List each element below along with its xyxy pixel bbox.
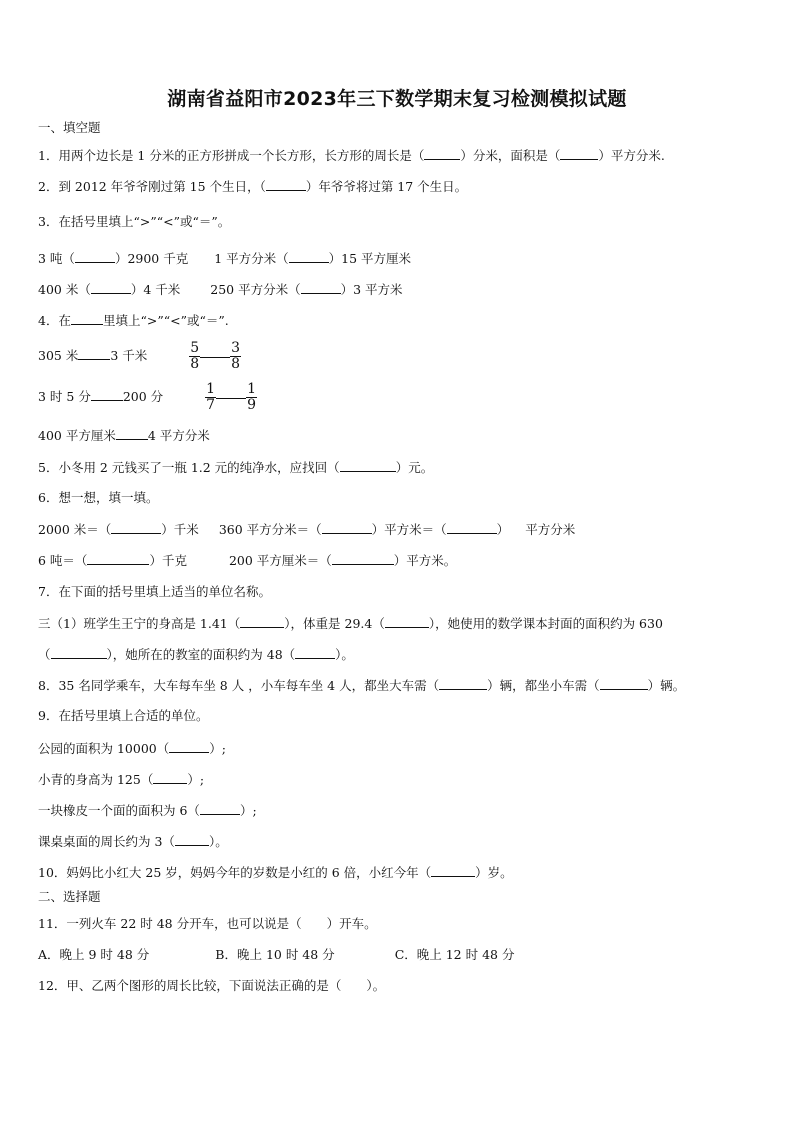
question-5: 5．小冬用 2 元钱买了一瓶 1.2 元的纯净水，应找回（ ）元。: [38, 460, 434, 475]
answer-blank: [71, 312, 103, 325]
question-6-row-1: 2000 米＝（ ）千米 360 平方分米＝（ ）平方米＝（ ） 平方分米: [38, 522, 576, 537]
question-4: 4．在 里填上“>”“<”或“＝”.: [38, 313, 229, 328]
question-7: 7．在下面的括号里填上适当的单位名称。: [38, 584, 271, 599]
question-9-line-3: 一块橡皮一个面的面积为 6（ ）;: [38, 803, 257, 818]
question-7-line-1: 三（1）班学生王宁的身高是 1.41（ ），体重是 29.4（ ），她使用的数学课本封面的面积约为 630: [38, 616, 663, 631]
question-4-row-3: 400 平方厘米 4 平方分米: [38, 428, 210, 443]
question-3-row-2: 400 米（ ）4 千米 250 平方分米（ ）3 平方米: [38, 282, 403, 297]
answer-blank[interactable]: [51, 646, 107, 659]
question-11-options: [38, 947, 514, 963]
answer-blank[interactable]: [200, 357, 230, 358]
question-3: 3．在括号里填上“>”“<”或“＝”。: [38, 214, 231, 229]
page-title: 湖南省益阳市2023年三下数学期末复习检测模拟试题: [167, 88, 627, 110]
option-c[interactable]: C．晚上 12 时 48 分: [394, 947, 515, 962]
answer-blank[interactable]: [301, 281, 341, 294]
question-1: 1．用两个边长是 1 分米的正方形拼成一个长方形，长方形的周长是（ ）分米，面积是（ ）平方分米.: [38, 148, 665, 163]
answer-blank[interactable]: [216, 398, 246, 399]
answer-blank[interactable]: [385, 615, 429, 628]
section-heading-choice: 二、选择题: [38, 889, 101, 904]
answer-blank[interactable]: [153, 771, 187, 784]
option-a[interactable]: A．晚上 9 时 48 分: [38, 947, 150, 962]
answer-blank[interactable]: [200, 802, 240, 815]
question-6: 6．想一想，填一填。: [38, 490, 159, 505]
answer-blank[interactable]: [91, 388, 123, 401]
section-heading-fill: 一、填空题: [38, 120, 101, 135]
question-8: 8．35 名同学乘车，大车每车坐 8 人 ，小车每车坐 4 人，都坐大车需（ ）辆，都坐小车需（ ）辆。: [38, 678, 686, 693]
answer-blank[interactable]: [266, 178, 306, 191]
question-11: 11．一列火车 22 时 48 分开车，也可以说是（ ）开车。: [38, 916, 377, 931]
answer-blank[interactable]: [340, 459, 396, 472]
option-b[interactable]: B．晚上 10 时 48 分: [215, 947, 335, 962]
answer-blank[interactable]: [87, 552, 149, 565]
fraction-3-8: $\frac{3}{8}$: [231, 340, 241, 372]
question-2: 2．到 2012 年爷爷刚过第 15 个生日，（ ）年爷爷将过第 17 个生日。: [38, 179, 468, 194]
answer-blank[interactable]: [600, 677, 648, 690]
answer-blank[interactable]: [75, 250, 115, 263]
fraction-1-7: $\frac{1}{7}$: [206, 381, 216, 413]
fraction-5-8: $\frac{5}{8}$: [190, 340, 200, 372]
answer-blank[interactable]: [447, 521, 497, 534]
question-10: 10．妈妈比小红大 25 岁，妈妈今年的岁数是小红的 6 倍，小红今年（ ）岁。: [38, 865, 513, 880]
answer-blank[interactable]: [560, 147, 598, 160]
fraction-1-9: $\frac{1}{9}$: [247, 381, 256, 413]
question-3-row-1: 3 吨（ ）2900 千克 1 平方分米（ ）15 平方厘米: [38, 251, 412, 266]
answer-blank[interactable]: [332, 552, 394, 565]
answer-blank[interactable]: [240, 615, 284, 628]
question-6-row-2: 6 吨＝（ ）千克 200 平方厘米＝（ ）平方米。: [38, 553, 457, 568]
question-9: 9．在括号里填上合适的单位。: [38, 708, 209, 723]
answer-blank[interactable]: [289, 250, 329, 263]
answer-blank[interactable]: [322, 521, 372, 534]
question-9-line-2: 小青的身高为 125（ ）;: [38, 772, 205, 787]
answer-blank[interactable]: [431, 864, 475, 877]
question-9-line-4: 课桌桌面的周长约为 3（ ）。: [38, 834, 228, 849]
answer-blank[interactable]: [116, 427, 148, 440]
question-4-row-1: 305 米 3 千米 $\frac{5}{8}$ $\frac{3}{8}$: [38, 340, 241, 372]
answer-blank[interactable]: [424, 147, 460, 160]
question-7-line-2: （ ），她所在的教室的面积约为 48（ ）。: [38, 647, 354, 662]
answer-blank[interactable]: [78, 347, 110, 360]
answer-blank[interactable]: [295, 646, 335, 659]
question-12: 12．甲、乙两个图形的周长比较，下面说法正确的是（ ）。: [38, 978, 386, 993]
answer-blank[interactable]: [111, 521, 161, 534]
answer-blank[interactable]: [91, 281, 131, 294]
answer-blank[interactable]: [439, 677, 487, 690]
answer-blank[interactable]: [169, 740, 209, 753]
question-9-line-1: 公园的面积为 10000（ ）;: [38, 741, 226, 756]
question-4-row-2: 3 时 5 分 200 分 $\frac{1}{7}$ $\frac{1}{9}$: [38, 381, 256, 413]
answer-blank[interactable]: [175, 833, 209, 846]
